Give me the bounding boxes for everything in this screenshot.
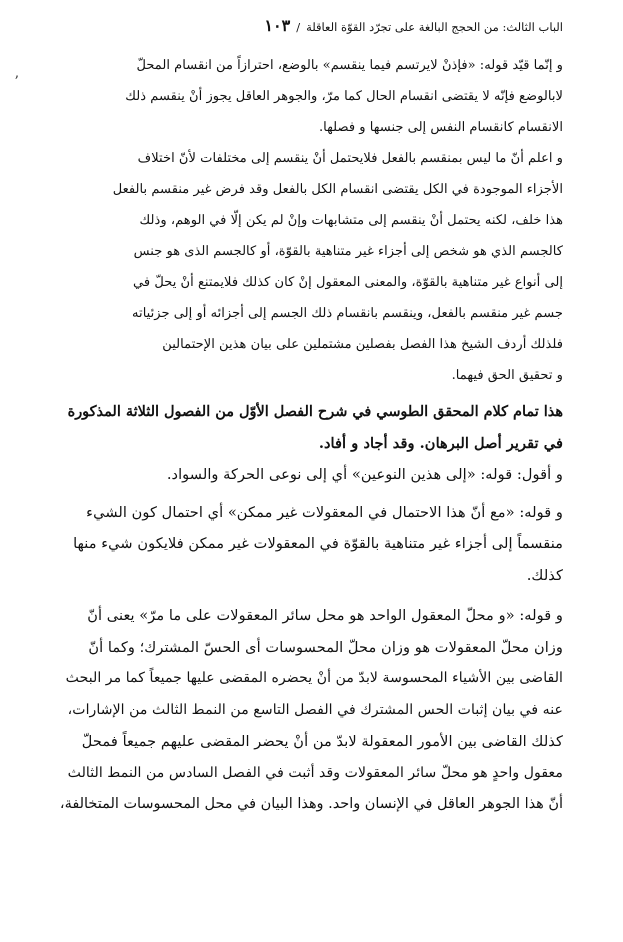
text-line: منقسماً إلى أجزاء غير متناهية بالقوّة في المعقولات غير ممكن فلايكون شيء منها <box>73 535 563 552</box>
text-line: هذا خلف، لكنه يحتمل أنْ ينقسم إلى متشابهات وإنْ لم يكن إلّا في الوهم، وذلك <box>139 213 563 228</box>
text-line: و إنّما قيّد قوله: «فإذنْ لايرتسم فيما ينقسم» بالوضع، احترازاً من انقسام المحلّ <box>136 58 563 73</box>
text-line: هذا تمام كلام المحقق الطوسي في شرح الفصل الأوّل من الفصول الثلاثة المذكورة <box>67 403 563 420</box>
text-line: و تحقيق الحق فيهما. <box>451 368 563 383</box>
paragraph-conclusion <box>60 396 563 459</box>
text-line: الانقسام كانقسام النفس إلى جنسها و فصلها. <box>318 120 563 135</box>
text-line: و قوله: «مع أنّ هذا الاحتمال في المعقولات غير ممكن» أي احتمال كون الشيء <box>86 503 563 521</box>
text-line: وزان محلّ المعقولات هو وزان محلّ المحسوسات أى الحسّ المشترك؛ وكما أنّ <box>88 638 563 656</box>
paragraph-locus-of-intelligibles <box>60 600 563 821</box>
page-number: ١٠٣ <box>264 16 291 35</box>
text-line: أنّ هذا الجوهر العاقل في الإنسان واحد. وهذا البيان في محل المحسوسات المتخالفة، <box>60 796 563 812</box>
margin-mark: ʼ <box>14 74 19 90</box>
paragraph-two-kinds <box>60 459 563 491</box>
text-line: و اعلم أنّ ما ليس بمنقسم بالفعل فلايحتمل أنْ ينقسم إلى مختلفات لأنّ اختلاف <box>137 151 563 166</box>
paragraph-divisibility-note <box>60 143 563 391</box>
text-line: كالجسم الذي هو شخص إلى أجزاء غير متناهية بالقوّة، أو كالجسم الذى هو جنس <box>133 244 563 259</box>
text-line: في تقرير أصل البرهان. وقد أجاد و أفاد. <box>318 434 563 452</box>
text-line: لابالوضع فإنّه لا يقتضى انقسام الحال كما مرّ، والجوهر العاقل يجوز أنْ ينقسم ذلك <box>125 89 563 104</box>
text-line: معقول واحدٍ هو محلّ سائر المعقولات وقد أثبت في الفصل السادس من النمط الثالث <box>67 764 563 781</box>
text-line: الأجزاء الموجودة في الكل يقتضى انقسام الكل بالفعل وقد فرض غير منقسم بالفعل <box>112 182 563 197</box>
text-line: و قوله: «و محلّ المعقول الواحد هو محل سائر المعقولات على ما مرّ» يعنى أنّ <box>87 607 563 624</box>
text-line: فلذلك أردف الشيخ هذا الفصل بفصلين مشتملين على بيان هذين الإحتمالين <box>162 337 563 352</box>
text-line: إلى أنواع غير متناهية بالقوّة، والمعنى المعقول إنْ كان كذلك فلايمتنع أنْ يحلّ في <box>133 275 563 290</box>
text-line: كذلك القاضى بين الأمور المعقولة لابدّ من أنْ يحضر المقضى عليهم جميعاً فمحلّ <box>81 733 563 750</box>
text-line: كذلك. <box>526 566 563 584</box>
text-line: جسم غير منقسم بالفعل، وينقسم بانقسام ذلك الجسم إلى أجزائه أو إلى جزئياته <box>132 306 563 321</box>
paragraph-possibility <box>60 497 563 592</box>
running-header <box>60 16 563 38</box>
text-line: القاضى بين الأشياء المحسوسة لابدّ من أنْ يحضره المقضى عليها جميعاً كما مر البحث <box>65 670 563 686</box>
header-separator: / <box>296 20 301 34</box>
text-line: عنه في بيان إثبات الحس المشترك في الفصل التاسع من النمط الثالث من الإشارات، <box>67 701 563 718</box>
paragraph-restriction-note <box>60 50 563 143</box>
chapter-title: الباب الثالث: من الحجج البالغة على تجرّد القوّة العاقلة <box>306 20 563 34</box>
text-line: و أقول: قوله: «إلى هذين النوعين» أي إلى نوعى الحركة والسواد. <box>166 466 563 483</box>
